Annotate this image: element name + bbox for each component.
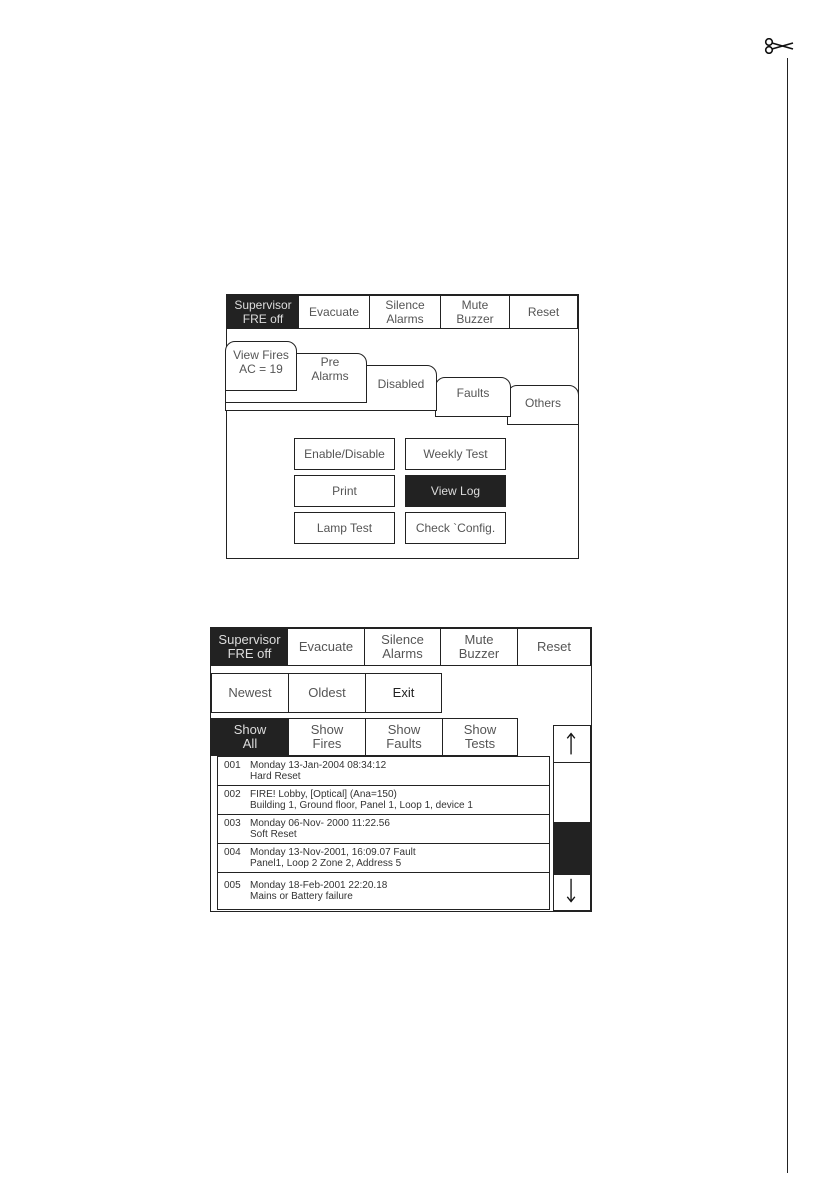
log-entry-line1: Monday 13-Jan-2004 08:34:12: [250, 760, 387, 771]
log-entry-line2: Soft Reset: [250, 829, 297, 840]
enable-disable-button[interactable]: Enable/Disable: [294, 438, 395, 470]
log-entry-line1: Monday 06-Nov- 2000 11:22.56: [250, 818, 390, 829]
log-entry-line1: FIRE! Lobby, [Optical] (Ana=150): [250, 789, 397, 800]
scissors-icon: [764, 38, 794, 54]
log-entry-line2: Hard Reset: [250, 771, 301, 782]
log-entry-number: 005: [224, 880, 241, 891]
scroll-down-button[interactable]: [553, 874, 591, 911]
show-faults-button[interactable]: Show Faults: [365, 718, 443, 756]
reset-button[interactable]: Reset: [517, 628, 591, 666]
cut-line: [787, 58, 788, 1173]
evacuate-button[interactable]: Evacuate: [298, 295, 370, 329]
event-log-screen: [210, 627, 592, 912]
exit-button[interactable]: Exit: [365, 673, 442, 713]
oldest-button[interactable]: Oldest: [288, 673, 366, 713]
log-entry-number: 003: [224, 818, 241, 829]
scroll-track[interactable]: [553, 762, 591, 823]
scroll-up-button[interactable]: [553, 725, 591, 763]
newest-button[interactable]: Newest: [211, 673, 289, 713]
mute-buzzer-button[interactable]: Mute Buzzer: [440, 628, 518, 666]
evacuate-button[interactable]: Evacuate: [287, 628, 365, 666]
silence-alarms-button[interactable]: Silence Alarms: [369, 295, 441, 329]
log-entry[interactable]: [217, 872, 550, 910]
tab-disabled[interactable]: Disabled: [225, 365, 437, 411]
log-entry[interactable]: [217, 756, 550, 786]
log-entry-line2: Panel1, Loop 2 Zone 2, Address 5: [250, 858, 402, 869]
mute-buzzer-button[interactable]: Mute Buzzer: [440, 295, 510, 329]
supervisor-button[interactable]: Supervisor FRE off: [211, 628, 288, 666]
log-entry-line1: Monday 13-Nov-2001, 16:09.07 Fault: [250, 847, 416, 858]
log-entry[interactable]: [217, 785, 550, 815]
main-menu-screen: [226, 294, 579, 559]
tab-faults[interactable]: Faults: [435, 377, 511, 417]
log-entry-line2: Building 1, Ground floor, Panel 1, Loop 1, device 1: [250, 800, 473, 811]
weekly-test-button[interactable]: Weekly Test: [405, 438, 506, 470]
reset-button[interactable]: Reset: [509, 295, 578, 329]
print-button[interactable]: Print: [294, 475, 395, 507]
supervisor-button[interactable]: Supervisor FRE off: [227, 295, 299, 329]
log-entry[interactable]: [217, 843, 550, 873]
arrow-up-icon: [554, 726, 590, 762]
log-entry-line2: Mains or Battery failure: [250, 891, 353, 902]
view-log-button[interactable]: View Log: [405, 475, 506, 507]
show-tests-button[interactable]: Show Tests: [442, 718, 518, 756]
check-config-button[interactable]: Check `Config.: [405, 512, 506, 544]
log-entry-number: 001: [224, 760, 241, 771]
arrow-down-icon: [554, 875, 590, 911]
show-all-button[interactable]: Show All: [211, 718, 289, 756]
tab-view-fires[interactable]: View Fires AC = 19: [225, 341, 297, 391]
lamp-test-button[interactable]: Lamp Test: [294, 512, 395, 544]
tab-others[interactable]: Others: [507, 385, 579, 425]
scroll-thumb[interactable]: [553, 822, 591, 875]
log-entry[interactable]: [217, 814, 550, 844]
log-entry-number: 002: [224, 789, 241, 800]
tab-pre-alarms[interactable]: Pre Alarms: [225, 353, 367, 403]
log-entry-number: 004: [224, 847, 241, 858]
silence-alarms-button[interactable]: Silence Alarms: [364, 628, 441, 666]
show-fires-button[interactable]: Show Fires: [288, 718, 366, 756]
log-entry-line1: Monday 18-Feb-2001 22:20.18: [250, 880, 388, 891]
